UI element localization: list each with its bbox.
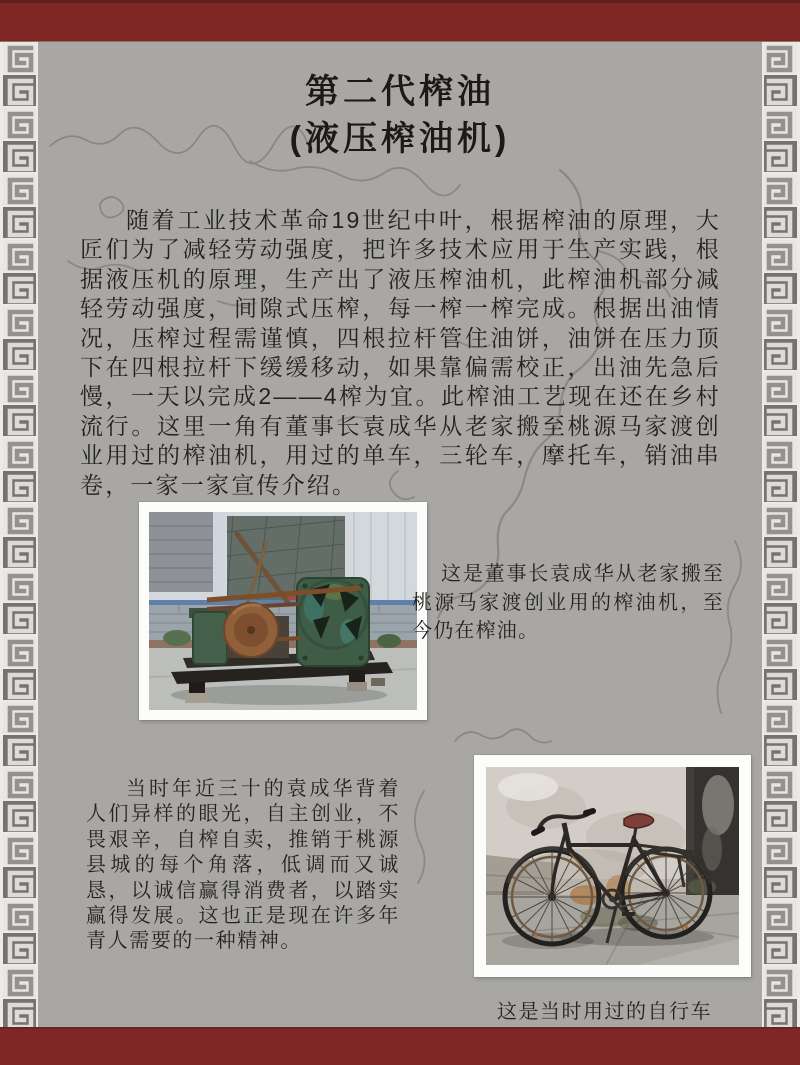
top-red-band	[0, 0, 800, 42]
intro-paragraph: 随着工业技术革命19世纪中叶，根据榨油的原理，大匠们为了减轻劳动强度，把许多技术应用于生产实践，根据液压机的原理，生产出了液压榨油机，此榨油机部分减轻劳动强度，间隙式压榨，每一榨一榨完成。根据出油情况，压榨过程需谨慎，四根拉杆管住油饼，油饼在压力顶下在四根拉杆下缓缓移动，如果靠偏需校正，出油先急后慢，一天以完成2——4榨为宜。此榨油工艺现在还在乡村流行。这里一角有董事长袁成华从老家搬至桃源马家渡创业用过的榨油机，用过的单车，三轮车，摩托车，销油串卷，一家一家宣传介绍。	[80, 207, 721, 498]
bottom-red-band	[0, 1027, 800, 1065]
left-meander-border	[0, 41, 38, 1028]
title-line-2: (液压榨油机)	[289, 120, 511, 158]
oil-press-photo	[139, 502, 427, 720]
bicycle-photo	[474, 755, 751, 977]
title-line-1: 第二代榨油	[305, 73, 495, 111]
right-meander-border	[762, 41, 800, 1028]
press-caption: 这是董事长袁成华从老家搬至桃源马家渡创业用的榨油机，至今仍在榨油。	[412, 563, 724, 642]
story-paragraph: 当时年近三十的袁成华背着人们异样的眼光，自主创业，不畏艰辛，自榨自卖，推销于桃源县城的每个角落，低调而又诚恳，以诚信赢得消费者，以踏实赢得发展。这也正是现在许多年青人需要的一种精神。	[86, 778, 400, 953]
page-title	[38, 69, 762, 163]
bicycle-caption: 这是当时用过的自行车	[497, 1001, 712, 1023]
